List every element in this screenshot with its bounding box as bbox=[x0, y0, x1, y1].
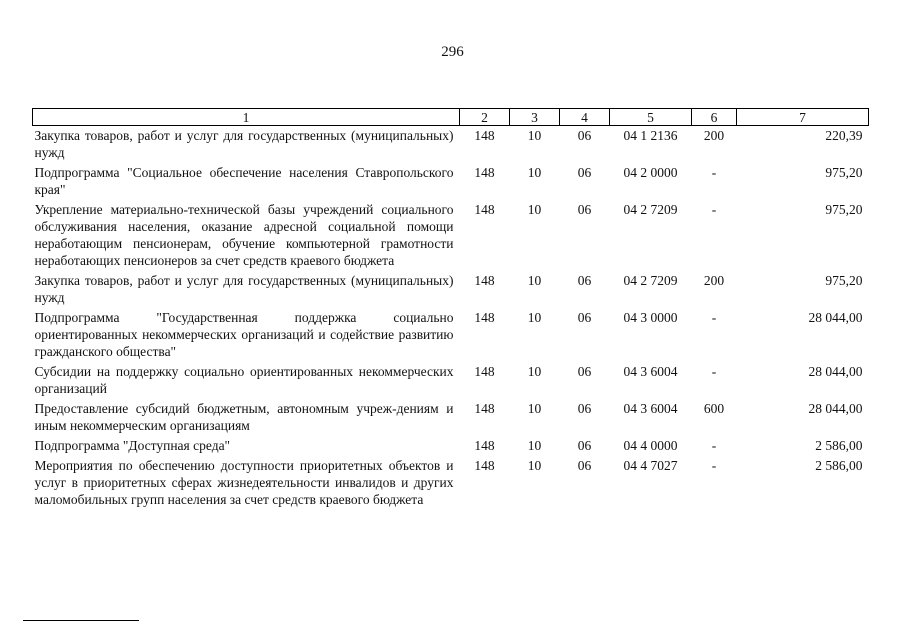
ministry-code: 148 bbox=[474, 165, 495, 180]
section-code: 10 bbox=[527, 364, 542, 379]
table-row bbox=[33, 200, 869, 271]
amount: 2 586,00 bbox=[815, 458, 863, 473]
expense-type-code: - bbox=[711, 364, 717, 379]
row-description: Укрепление материально-технической базы учреждений социального обслуживания населения, оказание адресной социальной помощи неработающим пенсионерам, обучение компьютерной грамотности неработающих пенсионеров за счет средств краевого бюджета bbox=[34, 202, 454, 268]
target-item-code: 04 3 6004 bbox=[623, 401, 678, 416]
expense-type-code: - bbox=[711, 165, 717, 180]
ministry-code: 148 bbox=[474, 364, 495, 379]
amount: 28 044,00 bbox=[808, 401, 863, 416]
subsection-code: 06 bbox=[577, 202, 592, 217]
budget-table bbox=[32, 108, 869, 510]
expense-type-code: - bbox=[711, 310, 717, 325]
subsection-code: 06 bbox=[577, 128, 592, 143]
amount: 975,20 bbox=[825, 202, 863, 217]
footnote-separator bbox=[23, 620, 139, 621]
row-description: Подпрограмма "Социальное обеспечение населения Ставропольского края" bbox=[34, 165, 454, 197]
table-row bbox=[33, 308, 869, 362]
ministry-code: 148 bbox=[474, 128, 495, 143]
amount: 28 044,00 bbox=[808, 310, 863, 325]
expense-type-code: 600 bbox=[703, 401, 725, 416]
row-description: Закупка товаров, работ и услуг для государственных (муниципальных) нужд bbox=[34, 128, 454, 160]
section-code: 10 bbox=[527, 401, 542, 416]
target-item-code: 04 4 7027 bbox=[623, 458, 678, 473]
ministry-code: 148 bbox=[474, 202, 495, 217]
row-description: Предоставление субсидий бюджетным, автономным учреж-дениям и иным некоммерческим организациям bbox=[34, 401, 454, 433]
section-code: 10 bbox=[527, 202, 542, 217]
amount: 28 044,00 bbox=[808, 364, 863, 379]
ministry-code: 148 bbox=[474, 458, 495, 473]
row-description: Закупка товаров, работ и услуг для государственных (муниципальных) нужд bbox=[34, 273, 454, 305]
section-code: 10 bbox=[527, 438, 542, 453]
row-description: Подпрограмма "Государственная поддержка социально ориентированных некоммерческих организаций и содействие развитию гражданского общества" bbox=[34, 310, 454, 359]
subsection-code: 06 bbox=[577, 310, 592, 325]
expense-type-code: - bbox=[711, 438, 717, 453]
column-header: 3 bbox=[510, 109, 560, 126]
subsection-code: 06 bbox=[577, 364, 592, 379]
target-item-code: 04 2 7209 bbox=[623, 273, 678, 288]
target-item-code: 04 3 0000 bbox=[623, 310, 678, 325]
table-row bbox=[33, 126, 869, 164]
subsection-code: 06 bbox=[577, 458, 592, 473]
column-header: 5 bbox=[610, 109, 692, 126]
subsection-code: 06 bbox=[577, 165, 592, 180]
target-item-code: 04 4 0000 bbox=[623, 438, 678, 453]
table-header-row bbox=[33, 109, 869, 126]
column-header: 4 bbox=[560, 109, 610, 126]
section-code: 10 bbox=[527, 273, 542, 288]
table-row bbox=[33, 436, 869, 456]
page-number: 296 bbox=[441, 44, 464, 60]
amount: 2 586,00 bbox=[815, 438, 863, 453]
table-row bbox=[33, 362, 869, 399]
ministry-code: 148 bbox=[474, 438, 495, 453]
column-header: 1 bbox=[33, 109, 460, 126]
ministry-code: 148 bbox=[474, 401, 495, 416]
subsection-code: 06 bbox=[577, 273, 592, 288]
ministry-code: 148 bbox=[474, 273, 495, 288]
target-item-code: 04 2 7209 bbox=[623, 202, 678, 217]
target-item-code: 04 1 2136 bbox=[623, 128, 678, 143]
expense-type-code: - bbox=[711, 458, 717, 473]
column-header: 6 bbox=[692, 109, 737, 126]
section-code: 10 bbox=[527, 458, 542, 473]
table-row bbox=[33, 456, 869, 510]
amount: 220,39 bbox=[825, 128, 863, 143]
row-description: Мероприятия по обеспечению доступности приоритетных объектов и услуг в приоритетных сферах жизнедеятельности инвалидов и других маломобильных групп населения за счет средств краевого бюджета bbox=[34, 458, 454, 507]
column-header: 7 bbox=[737, 109, 869, 126]
table-row bbox=[33, 271, 869, 308]
table-row bbox=[33, 399, 869, 436]
subsection-code: 06 bbox=[577, 438, 592, 453]
section-code: 10 bbox=[527, 310, 542, 325]
row-description: Подпрограмма "Доступная среда" bbox=[34, 438, 231, 453]
target-item-code: 04 3 6004 bbox=[623, 364, 678, 379]
ministry-code: 148 bbox=[474, 310, 495, 325]
expense-type-code: - bbox=[711, 202, 717, 217]
target-item-code: 04 2 0000 bbox=[623, 165, 678, 180]
section-code: 10 bbox=[527, 128, 542, 143]
table-row bbox=[33, 163, 869, 200]
row-description: Субсидии на поддержку социально ориентированных некоммерческих организаций bbox=[34, 364, 454, 396]
column-header: 2 bbox=[460, 109, 510, 126]
amount: 975,20 bbox=[825, 273, 863, 288]
subsection-code: 06 bbox=[577, 401, 592, 416]
expense-type-code: 200 bbox=[703, 273, 725, 288]
section-code: 10 bbox=[527, 165, 542, 180]
expense-type-code: 200 bbox=[703, 128, 725, 143]
amount: 975,20 bbox=[825, 165, 863, 180]
